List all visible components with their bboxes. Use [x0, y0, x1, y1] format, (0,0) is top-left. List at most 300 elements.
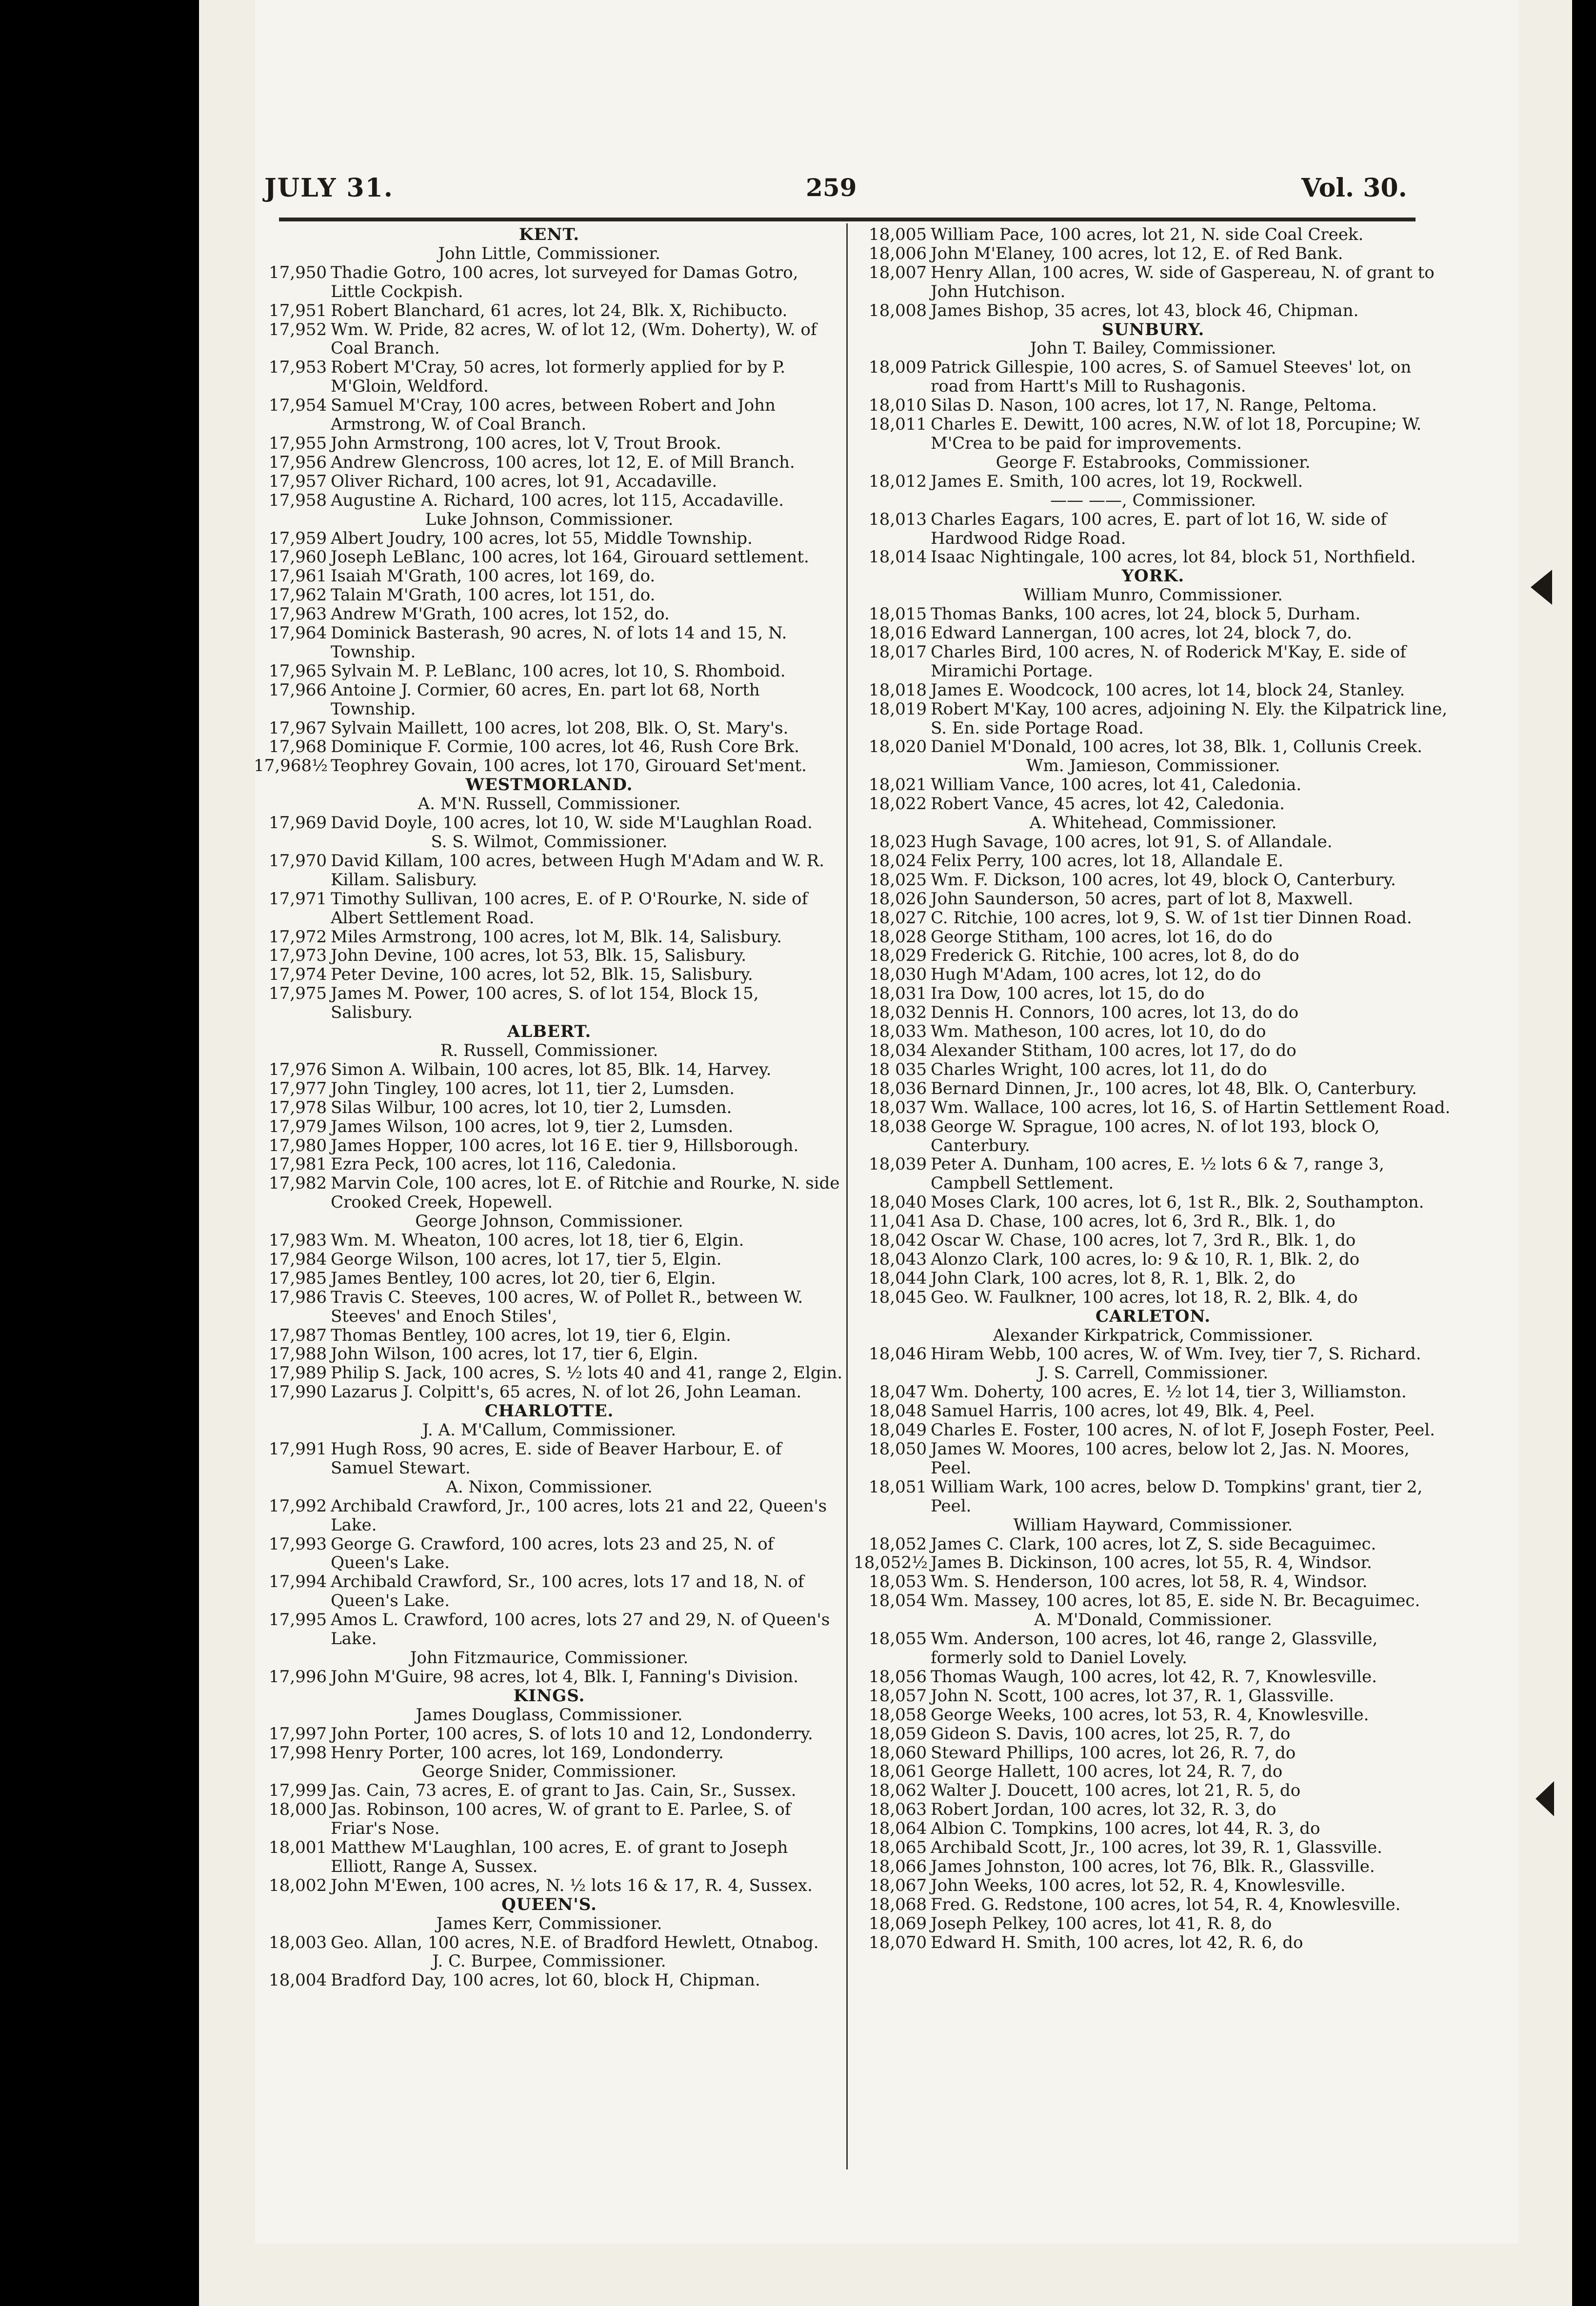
entry-text: Hugh Ross, 90 acres, E. side of Beaver Harbour, E. of Samuel Stewart. [331, 1439, 782, 1478]
entry-number: 17,972 [269, 927, 327, 947]
entry-text: Daniel M'Donald, 100 acres, lot 38, Blk. 1, Collunis Creek. [931, 737, 1422, 757]
entry-text: Archibald Scott, Jr., 100 acres, lot 39, R. 1, Glassville. [931, 1838, 1382, 1858]
list-item [254, 814, 845, 833]
list-item [254, 1610, 845, 1649]
entry-number: 18,043 [869, 1249, 927, 1269]
list-item [854, 301, 1453, 320]
entry-text: David Killam, 100 acres, between Hugh M'Adam and W. R. Killam. Salisbury. [331, 851, 824, 890]
list-item [854, 510, 1453, 548]
list-item [254, 624, 845, 662]
list-item [854, 965, 1453, 984]
list-item [854, 1079, 1453, 1098]
entry-number: 17,971 [269, 889, 327, 909]
commissioner-heading: Wm. Jamieson, Commissioner. [1026, 756, 1280, 776]
entry-number: 18,064 [869, 1819, 927, 1839]
entry-text: Hiram Webb, 100 acres, W. of Wm. Ivey, tier 7, S. Richard. [931, 1344, 1421, 1364]
list-item [854, 1345, 1453, 1364]
entry-text: Robert M'Kay, 100 acres, adjoining N. Ely. the Kilpatrick line, S. En. side Portage Road. [931, 699, 1448, 738]
entry-text: Bradford Day, 100 acres, lot 60, block H, Chipman. [331, 1970, 760, 1990]
list-item [254, 1800, 845, 1838]
entry-number: 18,052½ [854, 1553, 928, 1573]
entry-number: 18,016 [869, 623, 927, 643]
entry-text: Silas D. Nason, 100 acres, lot 17, N. Range, Peltoma. [931, 396, 1377, 416]
entry-text: Steward Phillips, 100 acres, lot 26, R. 7, do [931, 1743, 1296, 1763]
entry-text: Albion C. Tompkins, 100 acres, lot 44, R. 3, do [931, 1819, 1320, 1839]
entry-text: Wm. F. Dickson, 100 acres, lot 49, block O, Canterbury. [931, 870, 1396, 890]
entry-number: 17,980 [269, 1135, 327, 1155]
entry-text: Hugh Savage, 100 acres, lot 91, S. of Allandale. [931, 832, 1333, 852]
entry-number: 18,051 [869, 1477, 927, 1497]
entry-text: James E. Smith, 100 acres, lot 19, Rockwell. [931, 471, 1303, 491]
entry-number: 17,998 [269, 1743, 327, 1763]
list-item [854, 833, 1453, 852]
list-item [254, 1876, 845, 1895]
entry-text: Thomas Bentley, 100 acres, lot 19, tier 6, Elgin. [331, 1325, 731, 1345]
entry-text: Moses Clark, 100 acres, lot 6, 1st R., Blk. 2, Southampton. [931, 1193, 1424, 1213]
commissioner-heading: John Fitzmaurice, Commissioner. [410, 1648, 689, 1668]
entry-number: 17,981 [269, 1154, 327, 1174]
entry-text: George G. Crawford, 100 acres, lots 23 and 25, N. of Queen's Lake. [331, 1534, 774, 1573]
entry-text: James Bentley, 100 acres, lot 20, tier 6, Elgin. [331, 1268, 716, 1288]
entry-text: Gideon S. Davis, 100 acres, lot 25, R. 7, do [931, 1724, 1291, 1744]
entry-text: George Stitham, 100 acres, lot 16, do do [931, 927, 1273, 947]
entry-number: 17,966 [269, 680, 327, 700]
list-item [854, 1668, 1453, 1687]
entry-text: Andrew Glencross, 100 acres, lot 12, E. of Mill Branch. [331, 452, 795, 472]
entry-number: 18,006 [869, 243, 927, 263]
entry-text: Dominique F. Cormie, 100 acres, lot 46, Rush Core Brk. [331, 737, 799, 757]
entry-text: Wm. S. Henderson, 100 acres, lot 58, R. 4, Windsor. [931, 1572, 1368, 1592]
list-item [254, 1971, 845, 1990]
commissioner-heading: A. M'N. Russell, Commissioner. [418, 794, 681, 814]
entry-number: 17,989 [269, 1363, 327, 1383]
entry-text: Thomas Banks, 100 acres, lot 24, block 5, Durham. [931, 604, 1361, 624]
entry-text: Oliver Richard, 100 acres, lot 91, Accadaville. [331, 471, 718, 491]
list-item [854, 1914, 1453, 1933]
entry-text: John M'Elaney, 100 acres, lot 12, E. of Red Bank. [931, 243, 1343, 263]
entry-text: Ezra Peck, 100 acres, lot 116, Caledonia. [331, 1154, 677, 1174]
entry-number: 18,009 [869, 358, 927, 378]
entry-text: Silas Wilbur, 100 acres, lot 10, tier 2, Lumsden. [331, 1097, 732, 1117]
entry-text: Jas. Robinson, 100 acres, W. of grant to E. Parlee, S. of Friar's Nose. [331, 1800, 791, 1839]
entry-number: 18,047 [869, 1382, 927, 1402]
list-item [254, 472, 845, 491]
commissioner-heading: George Snider, Commissioner. [421, 1762, 677, 1782]
list-item [854, 1591, 1453, 1610]
entry-number: 17,986 [269, 1287, 327, 1307]
county-heading: YORK. [1121, 566, 1185, 586]
list-item [254, 662, 845, 681]
entry-number: 17,963 [269, 604, 327, 624]
commissioner-heading: James Kerr, Commissioner. [436, 1913, 662, 1933]
entry-text: James Hopper, 100 acres, lot 16 E. tier 9, Hillsborough. [331, 1135, 799, 1155]
list-item [254, 1326, 845, 1345]
entry-number: 17,985 [269, 1268, 327, 1288]
entry-text: Oscar W. Chase, 100 acres, lot 7, 3rd R., Blk. 1, do [931, 1231, 1356, 1251]
commissioner-heading: A. Whitehead, Commissioner. [1029, 813, 1277, 833]
entry-text: Walter J. Doucett, 100 acres, lot 21, R. 5, do [931, 1781, 1301, 1801]
entry-number: 18,065 [869, 1838, 927, 1858]
entry-number: 18,003 [269, 1932, 327, 1952]
entry-number: 17,957 [269, 471, 327, 491]
header-volume: Vol. 30. [1301, 173, 1407, 203]
header-rule [279, 218, 1416, 221]
commissioner-heading: George F. Estabrooks, Commissioner. [996, 452, 1311, 472]
list-item [254, 396, 845, 434]
list-item [254, 928, 845, 947]
commissioner-heading: James Douglass, Commissioner. [416, 1705, 683, 1725]
entry-text: Thadie Gotro, 100 acres, lot surveyed for Damas Gotro, Little Cockpish. [331, 262, 798, 301]
entry-text: John Clark, 100 acres, lot 8, R. 1, Blk. 2, do [931, 1268, 1296, 1288]
entry-text: Charles E. Foster, 100 acres, N. of lot F, Joseph Foster, Peel. [931, 1420, 1435, 1440]
entry-text: Sylvain M. P. LeBlanc, 100 acres, lot 10, S. Rhomboid. [331, 661, 786, 681]
entry-text: Dennis H. Connors, 100 acres, lot 13, do do [931, 1003, 1299, 1023]
list-item [854, 225, 1453, 244]
list-item [854, 1800, 1453, 1819]
entry-text: Felix Perry, 100 acres, lot 18, Allandale E. [931, 851, 1283, 871]
entry-text: Augustine A. Richard, 100 acres, lot 115, Accadaville. [331, 490, 784, 510]
entry-number: 18,025 [869, 870, 927, 890]
list-item [854, 1553, 1453, 1572]
entry-text: Peter Devine, 100 acres, lot 52, Blk. 15, Salisbury. [331, 965, 753, 985]
entry-number: 18,045 [869, 1287, 927, 1307]
entry-number: 18,029 [869, 946, 927, 966]
entry-number: 17,967 [269, 718, 327, 738]
entry-number: 18,026 [869, 889, 927, 909]
list-item [254, 965, 845, 984]
entry-number: 18,050 [869, 1439, 927, 1459]
entry-text: John Weeks, 100 acres, lot 52, R. 4, Knowlesville. [931, 1875, 1346, 1895]
entry-number: 17,962 [269, 585, 327, 605]
list-item [254, 529, 845, 548]
commissioner-heading: George Johnson, Commissioner. [415, 1212, 683, 1232]
commissioner-heading: Alexander Kirkpatrick, Commissioner. [993, 1325, 1314, 1345]
entry-number: 18,038 [869, 1116, 927, 1136]
entry-text: Wm. Wallace, 100 acres, lot 16, S. of Hartin Settlement Road. [931, 1097, 1451, 1117]
list-item [854, 1630, 1453, 1668]
commissioner-heading: —— ——, Commissioner. [1050, 490, 1256, 510]
entry-text: John M'Ewen, 100 acres, N. ½ lots 16 & 17, R. 4, Sussex. [331, 1875, 813, 1895]
entry-number: 18,061 [869, 1762, 927, 1782]
entry-number: 17,994 [269, 1572, 327, 1592]
entry-text: George W. Sprague, 100 acres, N. of lot 193, block O, Canterbury. [931, 1116, 1380, 1155]
entry-number: 18,059 [869, 1724, 927, 1744]
entry-number: 17,977 [269, 1078, 327, 1098]
entry-number: 18,032 [869, 1003, 927, 1023]
entry-text: Charles Wright, 100 acres, lot 11, do do [931, 1059, 1267, 1079]
list-item [854, 1022, 1453, 1041]
entry-number: 18,034 [869, 1040, 927, 1060]
entry-text: John Tingley, 100 acres, lot 11, tier 2, Lumsden. [331, 1078, 735, 1098]
entry-number: 18,039 [869, 1154, 927, 1174]
list-item [254, 756, 845, 775]
entry-text: John Devine, 100 acres, lot 53, Blk. 15, Salisbury. [331, 946, 747, 966]
list-item [854, 775, 1453, 795]
entry-number: 18,019 [869, 699, 927, 719]
entry-text: Henry Allan, 100 acres, W. side of Gaspereau, N. of grant to John Hutchison. [931, 262, 1435, 301]
entry-number: 17,984 [269, 1249, 327, 1269]
entry-number: 17,951 [269, 300, 327, 320]
entry-text: David Doyle, 100 acres, lot 10, W. side M'Laughlan Road. [331, 813, 813, 833]
entry-text: William Pace, 100 acres, lot 21, N. side Coal Creek. [931, 225, 1364, 244]
entry-number: 18,053 [869, 1572, 927, 1592]
entry-number: 18 035 [869, 1059, 927, 1079]
list-item [854, 396, 1453, 415]
entry-number: 17,953 [269, 358, 327, 378]
list-item [854, 415, 1453, 453]
list-item [854, 1838, 1453, 1857]
entry-text: Samuel M'Cray, 100 acres, between Robert and John Armstrong, W. of Coal Branch. [331, 396, 776, 435]
entry-number: 18,028 [869, 927, 927, 947]
entry-text: John M'Guire, 98 acres, lot 4, Blk. I, Fanning's Division. [331, 1667, 798, 1687]
list-item [854, 700, 1453, 738]
county-heading: KENT. [519, 225, 580, 244]
list-item [254, 548, 845, 567]
entry-text: Antoine J. Cormier, 60 acres, En. part lot 68, North Township. [331, 680, 760, 719]
list-item [854, 1402, 1453, 1421]
list-item [854, 244, 1453, 263]
entry-number: 18,068 [869, 1894, 927, 1914]
list-item [854, 1725, 1453, 1744]
entry-text: James Bishop, 35 acres, lot 43, block 46, Chipman. [931, 300, 1359, 320]
entry-number: 18,044 [869, 1268, 927, 1288]
list-item [254, 301, 845, 320]
entry-number: 17,988 [269, 1344, 327, 1364]
entry-number: 18,024 [869, 851, 927, 871]
list-item [254, 1174, 845, 1212]
entry-number: 18,008 [869, 300, 927, 320]
entry-number: 18,005 [869, 225, 927, 244]
entry-text: John N. Scott, 100 acres, lot 37, R. 1, Glassville. [931, 1686, 1335, 1706]
entry-text: John Saunderson, 50 acres, part of lot 8, Maxwell. [931, 889, 1354, 909]
entry-number: 18,027 [869, 908, 927, 928]
entry-number: 17,965 [269, 661, 327, 681]
entry-text: James E. Woodcock, 100 acres, lot 14, block 24, Stanley. [931, 680, 1405, 700]
entry-text: Ira Dow, 100 acres, lot 15, do do [931, 984, 1205, 1004]
list-item [854, 890, 1453, 909]
entry-text: Robert M'Cray, 50 acres, lot formerly applied for by P. M'Gloin, Weldford. [331, 358, 786, 397]
list-item [854, 928, 1453, 947]
entry-number: 17,961 [269, 566, 327, 586]
county-heading: KINGS. [513, 1686, 585, 1706]
entry-text: Robert Vance, 45 acres, lot 42, Caledonia. [931, 794, 1285, 814]
list-item [854, 1535, 1453, 1554]
list-item [854, 1421, 1453, 1440]
entry-number: 18,001 [269, 1838, 327, 1858]
entry-number: 17,987 [269, 1325, 327, 1345]
entry-text: James W. Moores, 100 acres, below lot 2, Jas. N. Moores, Peel. [931, 1439, 1410, 1478]
list-item [254, 946, 845, 965]
list-item [854, 1895, 1453, 1914]
entry-number: 18,013 [869, 509, 927, 529]
entry-number: 17,969 [269, 813, 327, 833]
entry-number: 17,973 [269, 946, 327, 966]
entry-number: 18,063 [869, 1800, 927, 1820]
list-item [854, 795, 1453, 814]
entry-text: Wm. Doherty, 100 acres, E. ½ lot 14, tier 3, Williamston. [931, 1382, 1407, 1402]
entry-text: James Wilson, 100 acres, lot 9, tier 2, Lumsden. [331, 1116, 734, 1136]
entry-number: 18,070 [869, 1932, 927, 1952]
entry-text: Timothy Sullivan, 100 acres, E. of P. O'Rourke, N. side of Albert Settlement Road. [331, 889, 808, 928]
entry-number: 18,062 [869, 1781, 927, 1801]
entry-number: 17,990 [269, 1382, 327, 1402]
entry-number: 17,982 [269, 1173, 327, 1193]
entry-text: Charles Bird, 100 acres, N. of Roderick M'Kay, E. side of Miramichi Portage. [931, 642, 1406, 681]
entry-text: James B. Dickinson, 100 acres, lot 55, R. 4, Windsor. [931, 1553, 1372, 1573]
commissioner-heading: William Hayward, Commissioner. [1013, 1515, 1293, 1535]
list-item [854, 1383, 1453, 1402]
list-item [854, 1003, 1453, 1022]
entry-text: Wm. Matheson, 100 acres, lot 10, do do [931, 1022, 1266, 1042]
entry-text: Isaiah M'Grath, 100 acres, lot 169, do. [331, 566, 656, 586]
entry-number: 18,054 [869, 1591, 927, 1611]
entry-number: 18,007 [869, 262, 927, 282]
list-item [254, 984, 845, 1022]
list-item [854, 681, 1453, 700]
list-item [254, 586, 845, 605]
commissioner-heading: J. A. M'Callum, Commissioner. [422, 1420, 677, 1440]
entry-number: 17,970 [269, 851, 327, 871]
list-item [254, 681, 845, 719]
county-heading: SUNBURY. [1101, 319, 1205, 339]
entry-number: 18,017 [869, 642, 927, 662]
list-item [254, 1668, 845, 1687]
entry-number: 11,041 [869, 1212, 927, 1232]
entry-text: Bernard Dinnen, Jr., 100 acres, lot 48, Blk. O, Canterbury. [931, 1078, 1417, 1098]
list-item [254, 605, 845, 624]
entry-text: Charles Eagars, 100 acres, E. part of lot 16, W. side of Hardwood Ridge Road. [931, 509, 1387, 548]
list-item [854, 871, 1453, 890]
entry-number: 18,012 [869, 471, 927, 491]
list-item [854, 1781, 1453, 1800]
entry-text: Fred. G. Redstone, 100 acres, lot 54, R. 4, Knowlesville. [931, 1894, 1401, 1914]
entry-text: Simon A. Wilbain, 100 acres, lot 85, Blk. 14, Harvey. [331, 1059, 772, 1079]
entry-text: James M. Power, 100 acres, S. of lot 154, Block 15, Salisbury. [331, 984, 759, 1023]
entry-number: 18,036 [869, 1078, 927, 1098]
entry-text: John Armstrong, 100 acres, lot V, Trout Brook. [331, 433, 721, 453]
entry-number: 17,958 [269, 490, 327, 510]
list-item [254, 1383, 845, 1402]
entry-text: Frederick G. Ritchie, 100 acres, lot 8, do do [931, 946, 1299, 966]
list-item [254, 1060, 845, 1079]
entry-number: 18,000 [269, 1800, 327, 1820]
entry-number: 18,030 [869, 965, 927, 985]
entry-text: Hugh M'Adam, 100 acres, lot 12, do do [931, 965, 1261, 985]
list-item [854, 548, 1453, 567]
entry-number: 17,983 [269, 1231, 327, 1251]
list-item [254, 1725, 845, 1744]
list-item [854, 1060, 1453, 1079]
entry-text: William Wark, 100 acres, below D. Tompkins' grant, tier 2, Peel. [931, 1477, 1423, 1516]
entry-number: 18,046 [869, 1344, 927, 1364]
commissioner-heading: A. Nixon, Commissioner. [446, 1477, 653, 1497]
entry-text: Andrew M'Grath, 100 acres, lot 152, do. [331, 604, 670, 624]
entry-text: George Wilson, 100 acres, lot 17, tier 5, Elgin. [331, 1249, 722, 1269]
list-item [254, 1117, 845, 1136]
entry-number: 18,004 [269, 1970, 327, 1990]
entry-text: C. Ritchie, 100 acres, lot 9, S. W. of 1st tier Dinnen Road. [931, 908, 1412, 928]
entry-number: 18,020 [869, 737, 927, 757]
commissioner-heading: R. Russell, Commissioner. [440, 1040, 658, 1060]
entry-number: 17,997 [269, 1724, 327, 1744]
entry-number: 17,968 [269, 737, 327, 757]
entry-text: Sylvain Maillett, 100 acres, lot 208, Blk. O, St. Mary's. [331, 718, 789, 738]
entry-text: Archibald Crawford, Jr., 100 acres, lots 21 and 22, Queen's Lake. [331, 1496, 827, 1535]
list-item [254, 852, 845, 890]
list-item [254, 263, 845, 301]
list-item [254, 1364, 845, 1383]
entry-number: 18,056 [869, 1667, 927, 1687]
list-item [854, 946, 1453, 965]
entry-number: 17,992 [269, 1496, 327, 1516]
list-item [254, 1781, 845, 1800]
entry-number: 18,048 [869, 1401, 927, 1421]
entry-number: 18,066 [869, 1856, 927, 1876]
county-heading: CARLETON. [1095, 1306, 1211, 1326]
entry-number: 17,974 [269, 965, 327, 985]
entry-text: Jas. Cain, 73 acres, E. of grant to Jas. Cain, Sr., Sussex. [331, 1781, 797, 1801]
entry-number: 17,978 [269, 1097, 327, 1117]
entry-text: Travis C. Steeves, 100 acres, W. of Pollet R., between W. Steeves' and Enoch Stiles', [331, 1287, 803, 1326]
entry-text: Wm. M. Wheaton, 100 acres, lot 18, tier 6, Elgin. [331, 1231, 744, 1251]
entry-number: 18,042 [869, 1231, 927, 1251]
list-item [254, 1250, 845, 1269]
entry-text: George Weeks, 100 acres, lot 53, R. 4, Knowlesville. [931, 1705, 1369, 1725]
entry-text: John Porter, 100 acres, S. of lots 10 and 12, Londonderry. [331, 1724, 813, 1744]
list-item [854, 1744, 1453, 1763]
list-item [254, 1098, 845, 1117]
list-item [254, 491, 845, 510]
list-item [854, 1155, 1453, 1193]
entry-number: 18,033 [869, 1022, 927, 1042]
entry-number: 18,060 [869, 1743, 927, 1763]
left-column [254, 225, 845, 1990]
entry-number: 18,069 [869, 1913, 927, 1933]
list-item [854, 852, 1453, 871]
entry-number: 18,055 [869, 1629, 927, 1649]
entry-text: Joseph LeBlanc, 100 acres, lot 164, Girouard settlement. [331, 547, 809, 567]
entry-text: William Vance, 100 acres, lot 41, Caledonia. [931, 775, 1302, 795]
list-item [254, 1497, 845, 1535]
entry-text: Teophrey Govain, 100 acres, lot 170, Girouard Set'ment. [331, 756, 807, 776]
entry-text: Dominick Basterash, 90 acres, N. of lots 14 and 15, N. Township. [331, 623, 787, 662]
entry-number: 18,011 [869, 415, 927, 435]
list-item [854, 909, 1453, 928]
entry-number: 18,010 [869, 396, 927, 416]
entry-text: Wm. Anderson, 100 acres, lot 46, range 2, Glassville, formerly sold to Daniel Lovely. [931, 1629, 1378, 1668]
entry-number: 17,968½ [254, 756, 328, 776]
list-item [854, 643, 1453, 681]
entry-text: James Johnston, 100 acres, lot 76, Blk. R., Glassville. [931, 1856, 1375, 1876]
entry-text: Lazarus J. Colpitt's, 65 acres, N. of lot 26, John Leaman. [331, 1382, 802, 1402]
entry-number: 17,995 [269, 1610, 327, 1630]
commissioner-heading: J. C. Burpee, Commissioner. [432, 1951, 666, 1971]
list-item [854, 1687, 1453, 1706]
list-item [854, 358, 1453, 396]
entry-number: 18,018 [869, 680, 927, 700]
list-item [254, 358, 845, 396]
list-item [254, 1572, 845, 1610]
entry-text: Peter A. Dunham, 100 acres, E. ½ lots 6 & 7, range 3, Campbell Settlement. [931, 1154, 1384, 1193]
entry-number: 18,058 [869, 1705, 927, 1725]
entry-text: Miles Armstrong, 100 acres, lot M, Blk. 14, Salisbury. [331, 927, 782, 947]
entry-text: Archibald Crawford, Sr., 100 acres, lots 17 and 18, N. of Queen's Lake. [331, 1572, 804, 1611]
entry-text: Isaac Nightingale, 100 acres, lot 84, block 51, Northfield. [931, 547, 1416, 567]
list-item [254, 320, 845, 358]
right-column [854, 225, 1453, 1952]
list-item [854, 1762, 1453, 1781]
list-item [854, 1478, 1453, 1516]
